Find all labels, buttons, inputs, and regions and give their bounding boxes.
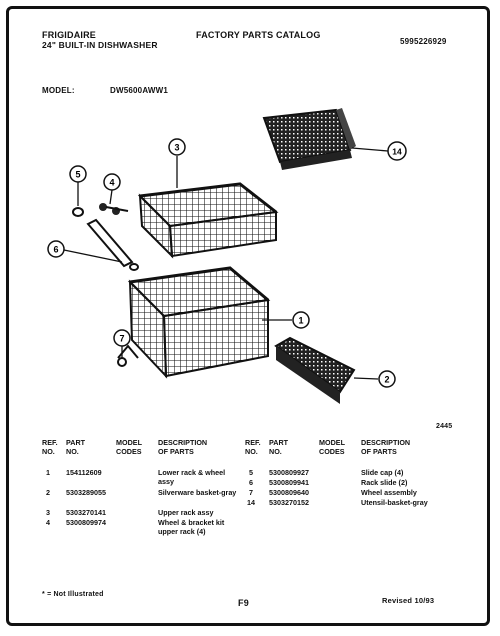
utensil-basket-part	[264, 108, 356, 170]
callout-label: 1	[298, 315, 304, 326]
brand-name: FRIGIDAIRE	[42, 30, 97, 40]
row-description: Wheel & bracket kit upper rack (4)	[158, 518, 225, 536]
table-row	[40, 518, 240, 538]
callout-14	[388, 142, 406, 160]
callout-label: 14	[392, 146, 402, 157]
table-row	[243, 488, 443, 498]
row-description: Lower rack & wheel assy	[158, 468, 226, 486]
model-value: DW5600AWW1	[110, 86, 169, 95]
model-label: MODEL:	[42, 86, 75, 95]
parts-table-right	[243, 438, 443, 518]
product-subtitle: 24" BUILT-IN DISHWASHER	[42, 40, 158, 50]
table-row	[243, 478, 443, 488]
header-model: MODEL CODES	[319, 438, 345, 456]
header-desc: DESCRIPTION OF PARTS	[361, 438, 411, 456]
callout-1	[293, 312, 309, 328]
callout-label: 2	[384, 374, 390, 385]
row-part-no: 154112609	[66, 468, 102, 477]
row-ref: 1	[46, 468, 50, 477]
lower-rack-part	[130, 268, 268, 376]
callout-3	[169, 139, 185, 155]
silverware-basket-part	[276, 338, 354, 404]
row-ref: 4	[46, 518, 50, 527]
diagram-code: 2445	[436, 423, 453, 430]
row-ref: 3	[46, 508, 50, 517]
row-part-no: 5303270152	[269, 498, 309, 507]
callout-label: 7	[119, 333, 125, 344]
row-part-no: 5303270141	[66, 508, 106, 517]
table-row	[40, 468, 240, 488]
row-description: Upper rack assy	[158, 508, 214, 517]
upper-rack-part	[140, 184, 276, 256]
callout-label: 4	[109, 177, 115, 188]
row-part-no: 5300809640	[269, 488, 309, 497]
callout-label: 5	[75, 169, 81, 180]
table-row	[243, 468, 443, 478]
rack-slide-part	[88, 220, 138, 270]
row-ref: 6	[249, 478, 253, 487]
row-part-no: 5300809974	[66, 518, 106, 527]
row-description: Silverware basket-gray	[158, 488, 237, 497]
header-model: MODEL CODES	[116, 438, 142, 456]
header-desc: DESCRIPTION OF PARTS	[158, 438, 208, 456]
row-ref: 5	[249, 468, 253, 477]
callout-7	[114, 330, 130, 346]
parts-table-header	[40, 438, 240, 468]
row-ref: 14	[247, 498, 255, 507]
wheel-assembly-part	[118, 346, 138, 366]
row-part-no: 5303289055	[66, 488, 106, 497]
exploded-parts-diagram	[40, 100, 460, 430]
table-row	[40, 508, 240, 518]
row-description: Slide cap (4)	[361, 468, 404, 477]
callout-6	[48, 241, 64, 257]
row-ref: 2	[46, 488, 50, 497]
catalog-title: FACTORY PARTS CATALOG	[196, 30, 321, 40]
table-row	[243, 498, 443, 518]
slide-cap-part	[73, 208, 83, 216]
parts-table-left	[40, 438, 240, 538]
callout-2	[379, 371, 395, 387]
row-part-no: 5300809941	[269, 478, 309, 487]
callout-label: 3	[174, 142, 180, 153]
not-illustrated-footnote: * = Not Illustrated	[42, 591, 104, 598]
header-part: PART NO.	[66, 438, 86, 456]
callout-4	[104, 174, 120, 190]
header-part: PART NO.	[269, 438, 289, 456]
row-ref: 7	[249, 488, 253, 497]
row-description: Utensil-basket-gray	[361, 498, 428, 507]
row-part-no: 5300809927	[269, 468, 309, 477]
table-row	[40, 488, 240, 508]
callout-5	[70, 166, 86, 182]
row-description: Rack slide (2)	[361, 478, 408, 487]
header-ref: REF. NO.	[42, 438, 58, 456]
header-ref: REF. NO.	[245, 438, 261, 456]
page-number: F9	[238, 598, 249, 608]
publication-number: 5995226929	[400, 37, 447, 46]
wheel-bracket-part	[99, 203, 128, 215]
callout-label: 6	[53, 244, 59, 255]
row-description: Wheel assembly	[361, 488, 417, 497]
parts-table-header	[243, 438, 443, 468]
revision-date: Revised 10/93	[382, 596, 435, 605]
